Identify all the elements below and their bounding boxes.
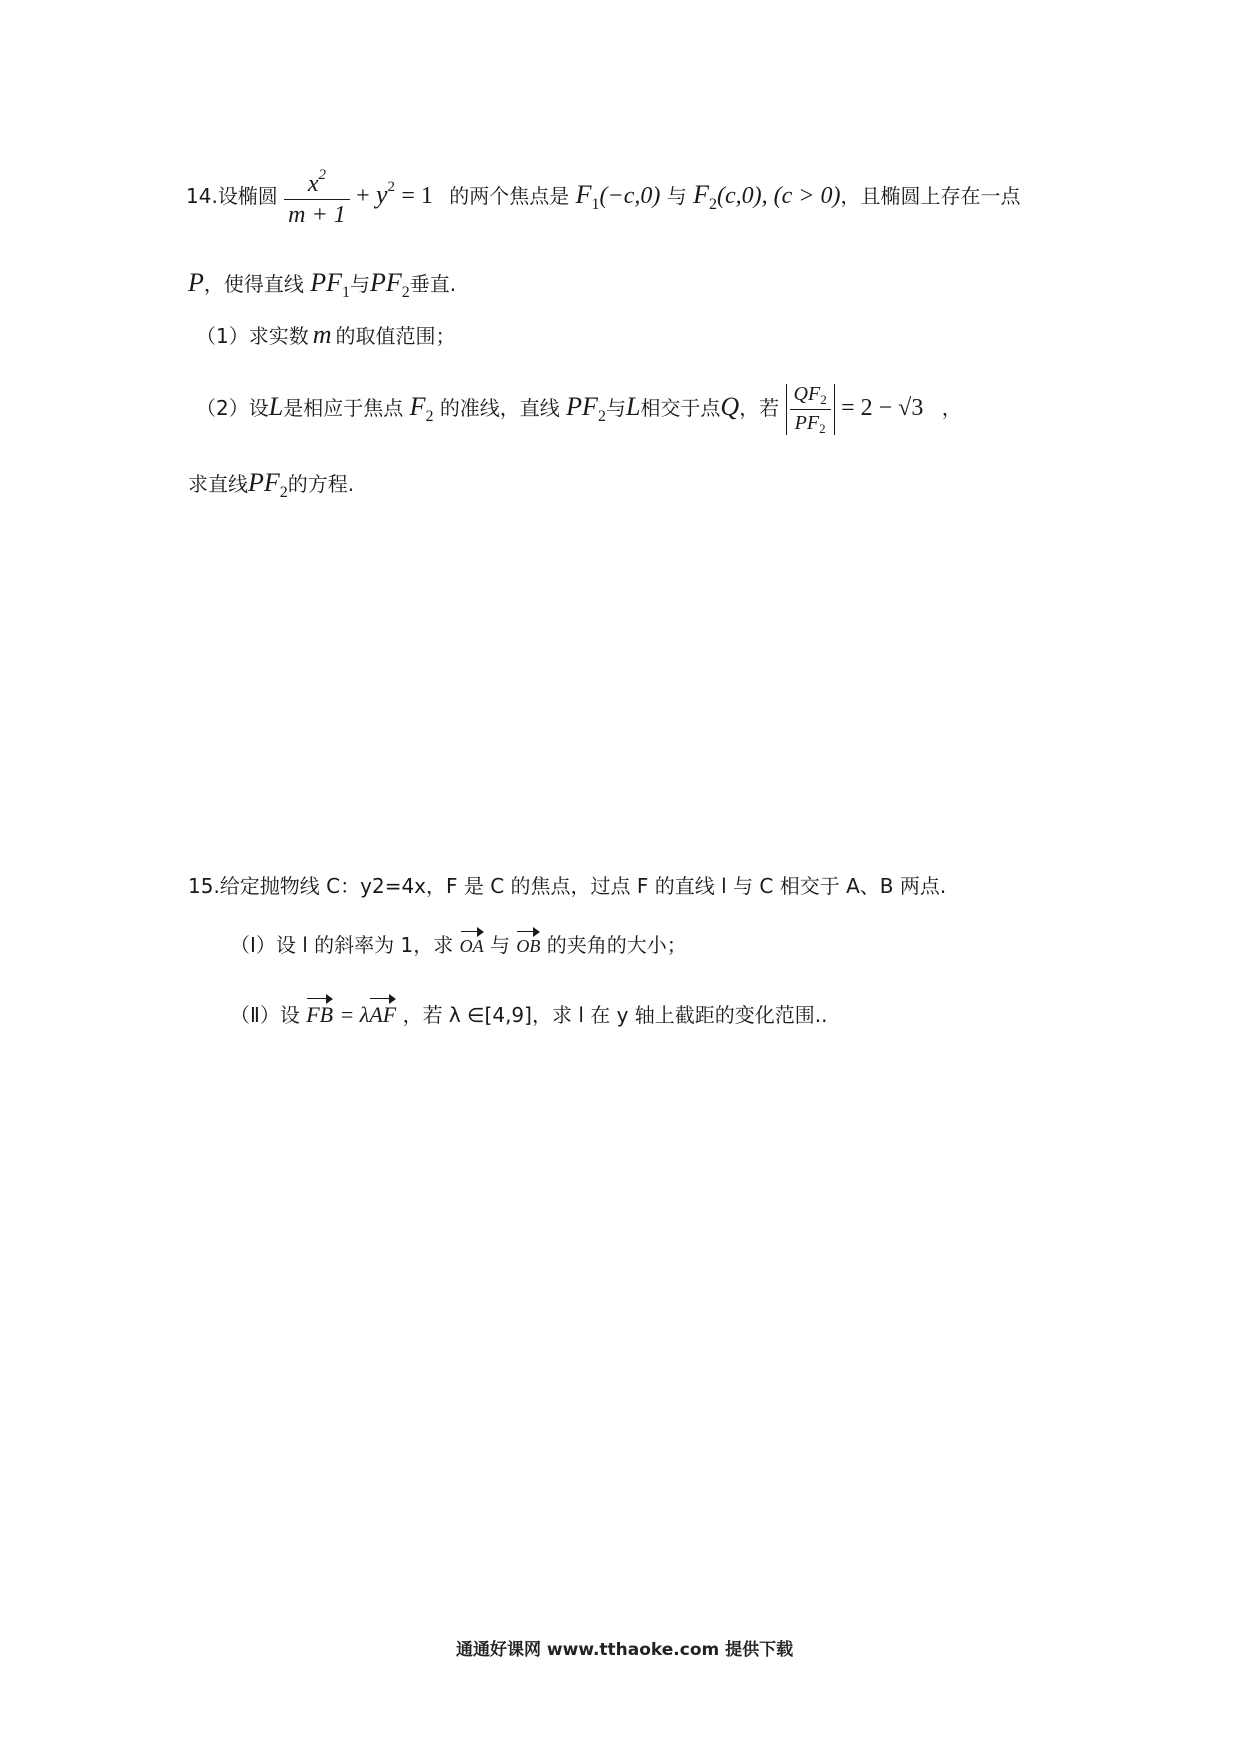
problem-15-part-1: [230, 929, 687, 955]
text-and2: 与: [350, 272, 371, 296]
page-footer: 通通好课网 www.tthaoke.com 提供下载: [456, 1640, 794, 1660]
var-m: m: [312, 320, 332, 349]
p15-part1-suffix: 的夹角的大小；: [546, 933, 687, 957]
problem-14-statement-line1: [186, 168, 1020, 227]
line-pf2: $PF_2$: [370, 268, 410, 301]
vector-fb: FB: [306, 996, 333, 1026]
ellipse-fraction: [284, 168, 350, 227]
problem-14-statement-line2: [188, 270, 456, 301]
ellipse-plus: +: [356, 183, 370, 209]
part2-line2-suffix: 的方程.: [287, 472, 355, 496]
line-pf2-ref2: $PF_2$: [248, 468, 288, 501]
part2-text5: ，若: [739, 396, 780, 420]
point-p: P: [188, 268, 204, 297]
part2-comma: ，: [941, 396, 962, 420]
problem-14-part-1: [196, 322, 456, 348]
p15-part1-and: 与: [489, 933, 510, 957]
p15-part2-suffix: ，若 λ ∈[4,9]，求 l 在 y 轴上截距的变化范围..: [402, 1003, 828, 1027]
text-foci: 的两个焦点是: [449, 184, 570, 208]
vector-ob: OB: [516, 929, 540, 955]
focus-f2-ref: $F_2$: [409, 392, 434, 425]
vector-af: AF: [369, 996, 396, 1026]
ratio-numerator: $QF_2$: [790, 384, 831, 410]
problem-14-number: 14.: [186, 184, 218, 208]
ratio-abs: [786, 384, 835, 435]
problem-14-part-2-line2: [188, 470, 354, 501]
ellipse-denominator: m + 1: [288, 202, 346, 228]
text-perp: 垂直.: [409, 272, 457, 296]
ellipse-numerator: $x^2$: [284, 168, 350, 200]
part2-text1: 是相应于焦点: [283, 396, 404, 420]
part2-text4: 相交于点: [640, 396, 721, 420]
directrix-l2: L: [625, 392, 641, 421]
part2-prefix: （2）设: [196, 396, 269, 420]
line-pf2-ref: $PF_2$: [566, 392, 606, 425]
ellipse-eq-one: = 1: [401, 183, 433, 209]
p15-part2-prefix: （Ⅱ）设: [230, 1003, 300, 1027]
text-exists: ，且椭圆上存在一点: [840, 184, 1021, 208]
part2-text2: 的准线，直线: [439, 396, 560, 420]
point-q: Q: [720, 392, 740, 421]
part1-suffix: 的取值范围；: [335, 324, 456, 348]
text-and: 与: [666, 184, 687, 208]
ratio-denominator: $PF_2$: [794, 412, 826, 436]
ellipse-y-exp: 2: [387, 179, 396, 195]
problem-14-intro: 设椭圆: [217, 184, 278, 208]
text-such-that: ，使得直线: [203, 272, 304, 296]
vector-oa: OA: [460, 929, 484, 955]
line-pf1: $PF_1$: [310, 268, 351, 301]
lambda-equals: = λ: [339, 1002, 370, 1027]
focus-f2: $F_2(c,0)$, (c > 0): [693, 180, 841, 213]
directrix-l: L: [268, 392, 284, 421]
ratio-equals: = 2 − √3: [841, 395, 924, 421]
focus-f1: $F_1(-c,0)$: [575, 180, 661, 213]
part2-text3: 与: [605, 396, 626, 420]
p15-part1-prefix: （Ⅰ）设 l 的斜率为 1，求: [230, 933, 454, 957]
ellipse-y: y: [375, 180, 388, 209]
problem-15-part-2: [230, 996, 828, 1026]
ratio-fraction: [790, 384, 831, 435]
part2-line2-prefix: 求直线: [188, 472, 248, 496]
problem-14-part-2: [196, 384, 962, 435]
problem-15-statement: 15.给定抛物线 C：y2=4x，F 是 C 的焦点，过点 F 的直线 l 与 C 相交于 A、B 两点.: [188, 874, 947, 898]
part1-prefix: （1）求实数: [196, 324, 309, 348]
